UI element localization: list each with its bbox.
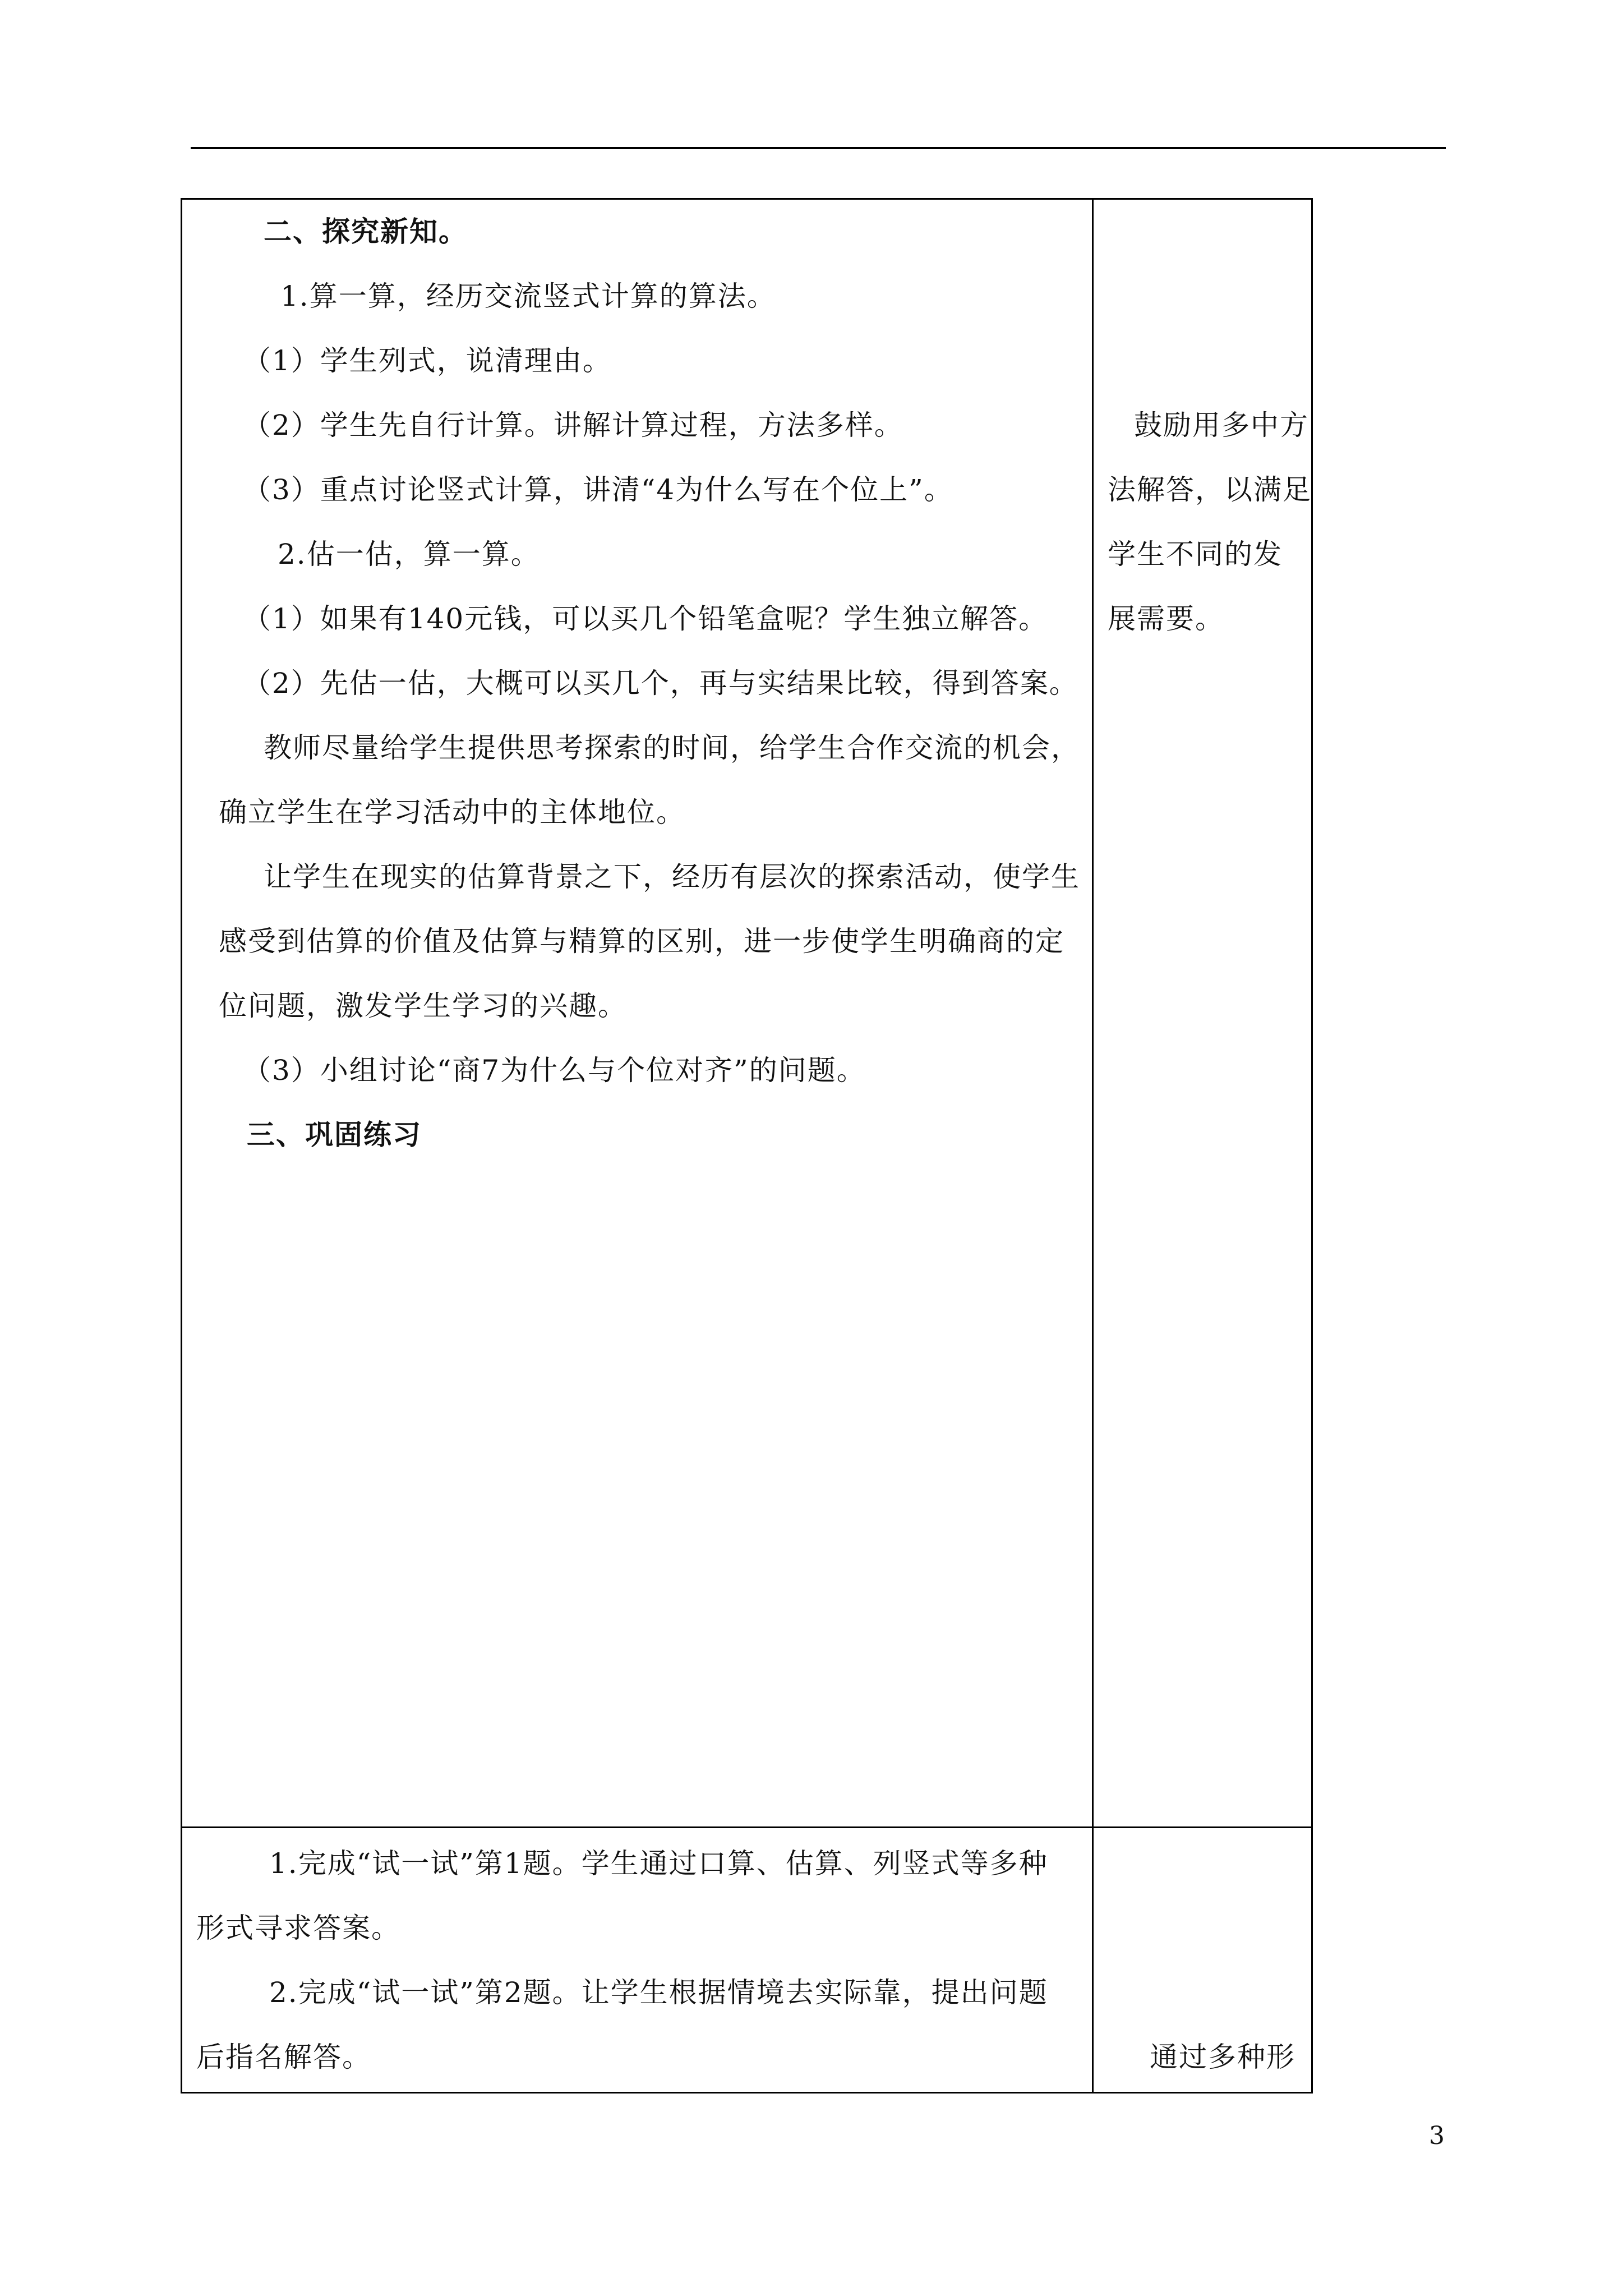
- exercise-line: 1.完成“试一试”第1题。学生通过口算、估算、列竖式等多种: [269, 1847, 1048, 1880]
- exercise-line: 2.完成“试一试”第2题。让学生根据情境去实际靠，提出问题: [269, 1976, 1048, 2009]
- section-heading: 三、巩固练习: [247, 1118, 422, 1151]
- list-item: 1.算一算，经历交流竖式计算的算法。: [280, 280, 776, 312]
- list-item: （1）学生列式，说清理由。: [243, 344, 612, 377]
- practice-cell: [182, 1828, 1093, 2093]
- side-note-line: 鼓励用多中方: [1134, 409, 1309, 441]
- list-item: （1）如果有140元钱，可以买几个铅笔盒呢？学生独立解答。: [243, 602, 1048, 635]
- paragraph-line: 让学生在现实的估算背景之下，经历有层次的探索活动，使学生: [264, 861, 1080, 893]
- side-note-line: 展需要。: [1108, 602, 1224, 635]
- list-item: （3）重点讨论竖式计算，讲清“4为什么写在个位上”。: [243, 473, 953, 506]
- exercise-line: 后指名解答。: [196, 2041, 371, 2073]
- paragraph-line: 感受到估算的价值及估算与精算的区别，进一步使学生明确商的定: [219, 925, 1064, 958]
- side-note-line: 通过多种形: [1150, 2041, 1295, 2073]
- side-note-line: 学生不同的发: [1108, 538, 1283, 570]
- page-number: 3: [1429, 2122, 1445, 2150]
- table-row: [182, 199, 1312, 1828]
- list-item: （2）先估一估，大概可以买几个，再与实结果比较，得到答案。: [243, 667, 1078, 700]
- table-row: [182, 1828, 1312, 2093]
- list-item: （2）学生先自行计算。讲解计算过程，方法多样。: [243, 409, 903, 441]
- paragraph-line: 位问题，激发学生学习的兴趣。: [219, 990, 627, 1022]
- section-heading: 二、探究新知。: [264, 215, 468, 248]
- list-item: 2.估一估，算一算。: [278, 538, 540, 570]
- list-item: （3）小组讨论“商7为什么与个位对齐”的问题。: [243, 1054, 866, 1087]
- main-content-cell: [182, 199, 1093, 1828]
- side-note-cell: [1093, 199, 1312, 1828]
- side-note-cell: [1093, 1828, 1312, 2093]
- side-note-line: 法解答，以满足: [1108, 473, 1312, 506]
- paragraph-line: 确立学生在学习活动中的主体地位。: [219, 796, 685, 829]
- paragraph-line: 教师尽量给学生提供思考探索的时间，给学生合作交流的机会，: [264, 731, 1080, 764]
- lesson-plan-table: [181, 198, 1313, 2093]
- exercise-line: 形式寻求答案。: [196, 1912, 400, 1944]
- header-rule: [191, 147, 1446, 149]
